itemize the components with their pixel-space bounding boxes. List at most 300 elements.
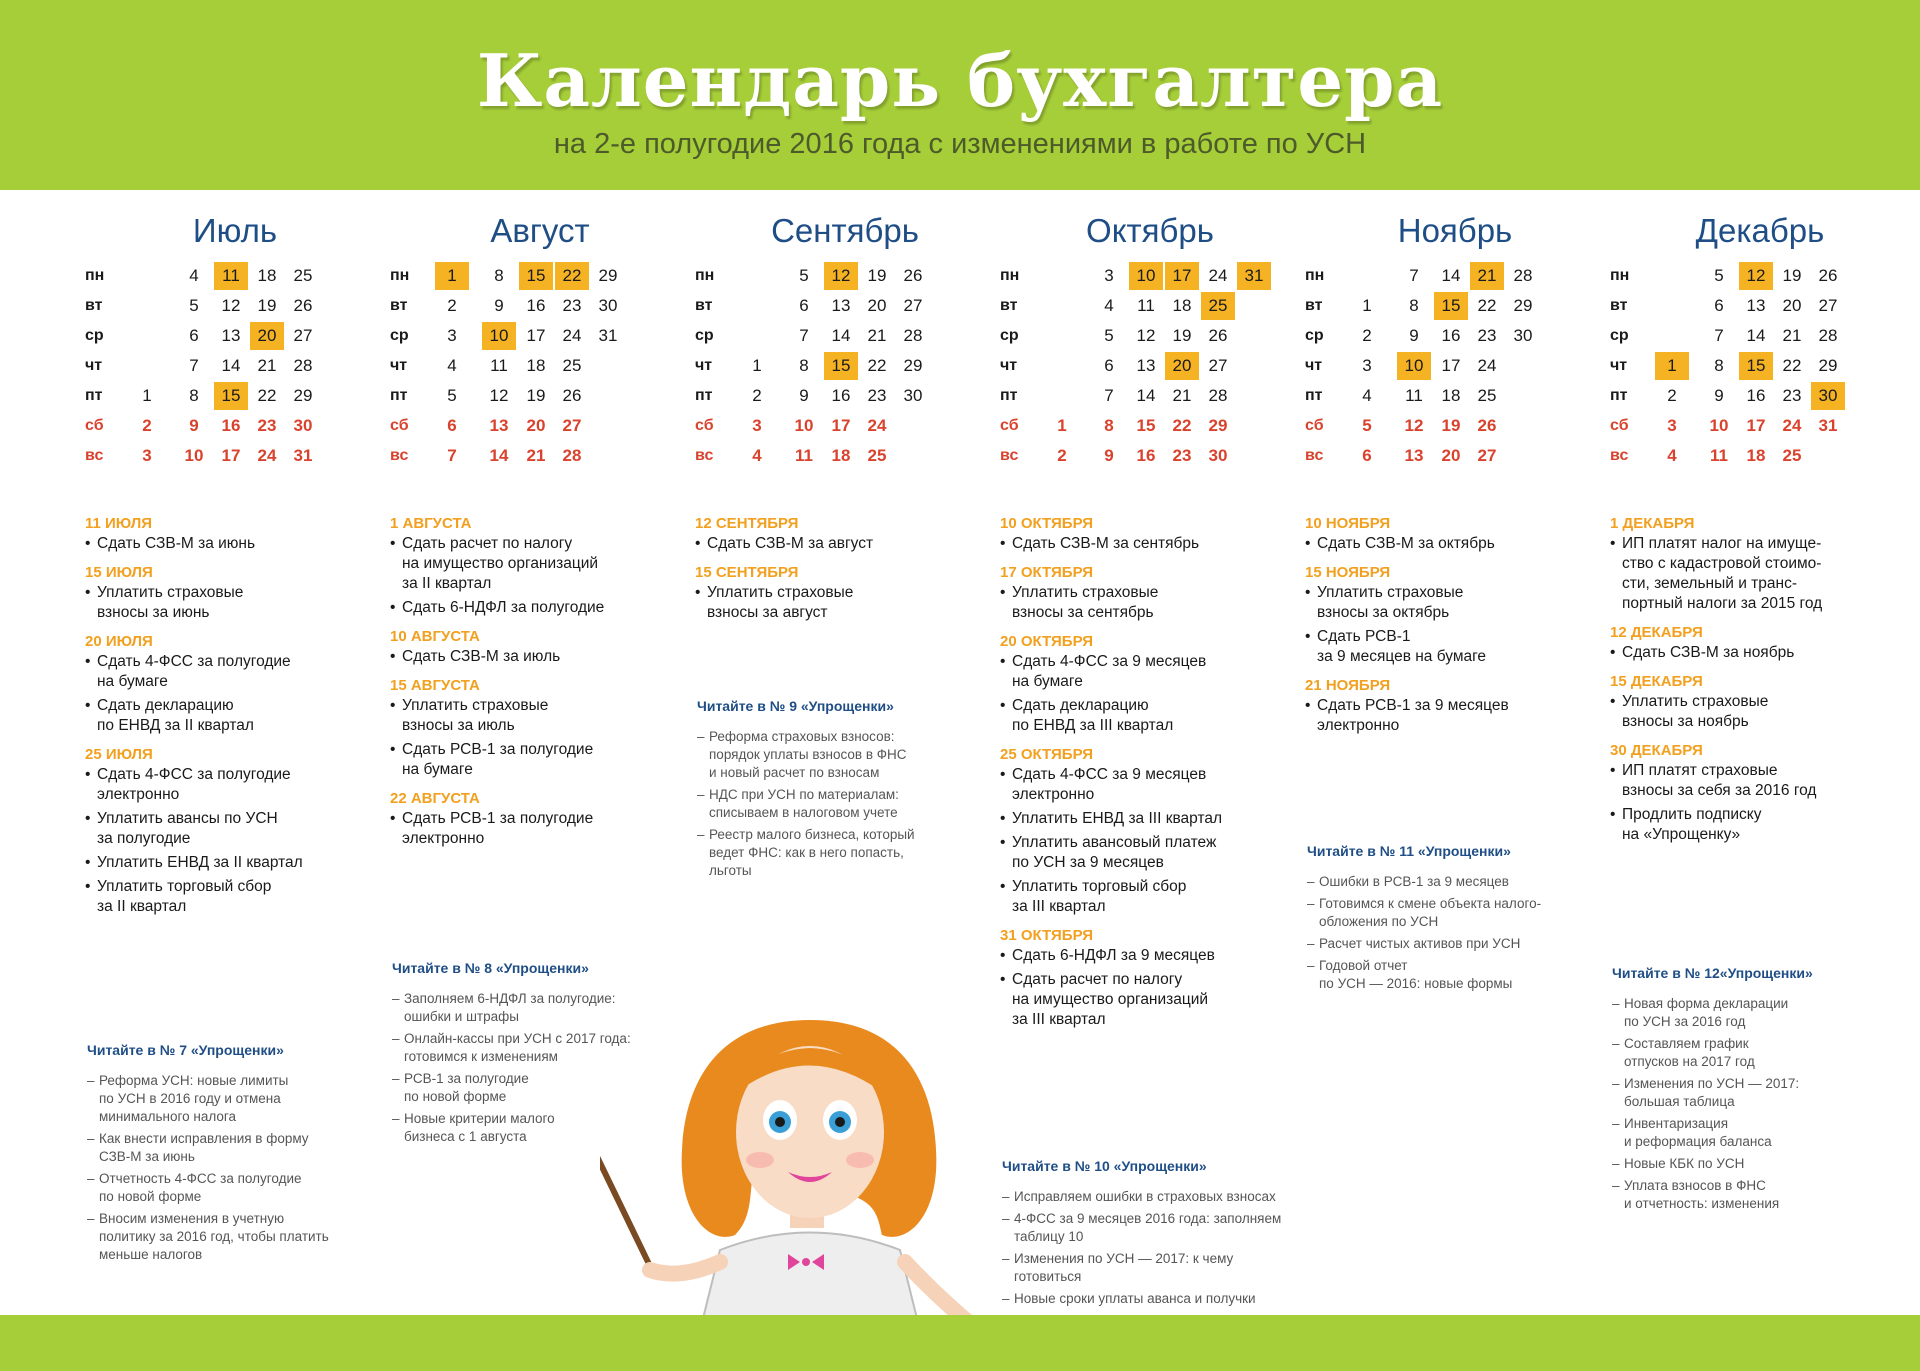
read-block-item: – Готовимся к смене объекта налого- обложения по УСН [1307, 895, 1607, 931]
deadline-date: 12 СЕНТЯБРЯ [695, 515, 799, 532]
deadline-date: 31 ОКТЯБРЯ [1000, 927, 1093, 944]
read-block-item: – Уплата взносов в ФНС и отчетность: изменения [1612, 1177, 1912, 1213]
read-block-item: – Реестр малого бизнеса, который ведет ФНС: как в него попасть, льготы [697, 826, 997, 880]
calendar-day: 29 [293, 386, 313, 405]
calendar-day: 29 [1513, 296, 1533, 315]
calendar-day: 20 [867, 296, 887, 315]
read-block-list [1002, 1188, 1302, 1308]
calendar-day: 9 [1104, 446, 1114, 465]
calendar-day: 30 [293, 416, 313, 435]
calendar-day: 7 [1104, 386, 1114, 405]
calendar-day: 2 [142, 416, 152, 435]
calendar-day: 30 [903, 386, 923, 405]
day-label: пт [1610, 387, 1628, 404]
read-block-title: Читайте в № 7 «Упрощенки» [87, 1042, 284, 1058]
calendar-day: 23 [257, 416, 277, 435]
day-label: пт [85, 387, 103, 404]
deadline-task: • Сдать СЗВ-М за июнь [85, 534, 385, 554]
read-block-item: – Составляем график отпусков на 2017 год [1612, 1035, 1912, 1071]
deadline-date: 15 ИЮЛЯ [85, 564, 153, 581]
calendar-day: 19 [257, 296, 277, 315]
calendar-row [695, 442, 995, 472]
deadline-tasks [1000, 652, 1300, 736]
day-label: вс [85, 447, 104, 464]
calendar-day: 20 [1782, 296, 1802, 315]
calendar-day: 23 [1477, 326, 1497, 345]
calendar-day: 5 [447, 386, 457, 405]
deadline-tasks [85, 652, 385, 736]
calendar-day: 21 [1782, 326, 1802, 345]
calendar-day: 28 [293, 356, 313, 375]
month-name: Июль [192, 212, 278, 249]
read-block-item: – Новая форма декларации по УСН за 2016 год [1612, 995, 1912, 1031]
calendar-day: 19 [1782, 266, 1802, 285]
calendar-day: 7 [1409, 266, 1419, 285]
deadline-tasks [1305, 696, 1605, 736]
calendar-row [1000, 292, 1300, 322]
calendar-day: 25 [1477, 386, 1497, 405]
pointer-stick [600, 1080, 648, 1262]
calendar-day: 24 [867, 416, 887, 435]
deadline-tasks [1610, 761, 1910, 845]
calendar-day: 18 [1441, 386, 1461, 405]
calendar-day: 14 [221, 356, 241, 375]
calendar-day: 27 [1208, 356, 1228, 375]
day-label: вс [390, 447, 409, 464]
calendar-day: 27 [1818, 296, 1838, 315]
page-subtitle: на 2-е полугодие 2016 года с изменениями в работе по УСН [553, 128, 1367, 160]
calendar-day: 6 [1362, 446, 1372, 465]
calendar-row [390, 322, 690, 352]
day-label: сб [1305, 417, 1324, 434]
calendar-day: 2 [447, 296, 457, 315]
day-label: вс [695, 447, 714, 464]
calendar-day: 25 [1782, 446, 1802, 465]
calendar-day: 22 [867, 356, 887, 375]
calendar-row [1000, 322, 1300, 352]
read-block-title: Читайте в № 12«Упрощенки» [1612, 965, 1813, 981]
calendar-day: 14 [1136, 386, 1156, 405]
calendar-day: 10 [1709, 416, 1729, 435]
deadline-tasks [390, 534, 690, 618]
deadline-date: 10 НОЯБРЯ [1305, 515, 1391, 532]
calendar-row [1305, 412, 1605, 442]
day-label: чт [1610, 357, 1628, 374]
calendar-row [390, 352, 690, 382]
deadline-tasks [85, 534, 385, 554]
calendar-day: 17 [1746, 416, 1766, 435]
day-label: пн [85, 267, 105, 284]
calendar-row [85, 352, 385, 382]
deadline-task: • Сдать 6-НДФЛ за 9 месяцев [1000, 946, 1300, 966]
read-block-title: Читайте в № 10 «Упрощенки» [1002, 1158, 1207, 1174]
deadline-tasks [1000, 946, 1300, 1030]
read-block-item: – 4-ФСС за 9 месяцев 2016 года: заполняем таблицу 10 [1002, 1210, 1302, 1246]
calendar-day: 3 [142, 446, 152, 465]
deadline-tasks [390, 647, 690, 667]
read-block-list [87, 1072, 387, 1264]
calendar-day: 6 [189, 326, 199, 345]
day-label: вт [1305, 297, 1323, 314]
calendar-day: 23 [1782, 386, 1802, 405]
calendar-day: 25 [867, 446, 887, 465]
deadline-day: 17 [1165, 262, 1199, 290]
calendar-day: 14 [489, 446, 509, 465]
deadline-date: 25 ОКТЯБРЯ [1000, 746, 1093, 763]
calendar-day: 24 [1208, 266, 1228, 285]
calendar-day: 20 [1441, 446, 1461, 465]
calendar-day: 16 [1136, 446, 1156, 465]
day-label: пн [695, 267, 715, 284]
day-label: ср [85, 327, 104, 344]
day-label: сб [695, 417, 714, 434]
calendar-day: 19 [526, 386, 546, 405]
calendar-day: 21 [257, 356, 277, 375]
deadline-task: • Уплатить страховые взносы за август [695, 583, 995, 623]
read-block-list [697, 728, 997, 880]
month-name: Декабрь [1695, 212, 1825, 249]
calendar-day: 17 [831, 416, 851, 435]
deadline-day: 10 [482, 322, 516, 350]
calendar-day: 30 [1513, 326, 1533, 345]
calendar-day: 4 [1667, 446, 1677, 465]
read-block-title: Читайте в № 11 «Упрощенки» [1307, 843, 1511, 859]
deadline-list [1610, 505, 1910, 853]
deadline-day: 22 [555, 262, 589, 290]
calendar-day: 24 [257, 446, 277, 465]
calendar-day: 31 [293, 446, 313, 465]
deadline-list [1305, 505, 1605, 744]
calendar-day: 24 [1782, 416, 1802, 435]
day-label: чт [1000, 357, 1018, 374]
calendar-day: 22 [257, 386, 277, 405]
calendar-row [85, 292, 385, 322]
calendar-row [85, 262, 385, 292]
deadline-tasks [1610, 643, 1910, 663]
calendar-day: 8 [494, 266, 504, 285]
calendar-day: 27 [562, 416, 582, 435]
deadline-task: • Сдать 4-ФСС за 9 месяцев на бумаге [1000, 652, 1300, 692]
calendar-day: 19 [867, 266, 887, 285]
calendar-day: 2 [1362, 326, 1372, 345]
calendar-day: 14 [831, 326, 851, 345]
read-block-item: – Расчет чистых активов при УСН [1307, 935, 1607, 953]
calendar-day: 12 [1404, 416, 1424, 435]
deadline-task: • Сдать РСВ-1 за 9 месяцев электронно [1305, 696, 1605, 736]
deadline-day: 15 [824, 352, 858, 380]
calendar-day: 4 [447, 356, 457, 375]
deadline-task: • Уплатить страховые взносы за сентябрь [1000, 583, 1300, 623]
deadline-list [695, 505, 995, 631]
deadline-task: • Уплатить страховые взносы за октябрь [1305, 583, 1605, 623]
day-label: ср [1610, 327, 1629, 344]
month-name: Август [490, 212, 590, 249]
deadline-tasks [695, 583, 995, 623]
calendar-row [390, 382, 690, 412]
deadline-task: • Сдать СЗВ-М за октябрь [1305, 534, 1605, 554]
read-block-item: – Годовой отчет по УСН — 2016: новые формы [1307, 957, 1607, 993]
deadline-date: 15 СЕНТЯБРЯ [695, 564, 799, 581]
deadline-task: • Уплатить ЕНВД за III квартал [1000, 809, 1300, 829]
deadline-tasks [85, 583, 385, 623]
day-label: сб [390, 417, 409, 434]
calendar-row [1610, 262, 1910, 292]
calendar-day: 25 [293, 266, 313, 285]
calendar-day: 16 [1441, 326, 1461, 345]
deadline-date: 15 ДЕКАБРЯ [1610, 673, 1703, 690]
read-block [697, 698, 997, 884]
calendar-row [1000, 442, 1300, 472]
calendar-row [695, 262, 995, 292]
calendar-day: 1 [1362, 296, 1372, 315]
calendar-day: 8 [799, 356, 809, 375]
read-block-item: – Вносим изменения в учетную политику за 2016 год, чтобы платить меньше налогов [87, 1210, 387, 1264]
deadline-tasks [1000, 583, 1300, 623]
calendar-day: 26 [562, 386, 582, 405]
calendar-row [1610, 412, 1910, 442]
deadline-day: 15 [519, 262, 553, 290]
calendar-day: 5 [799, 266, 809, 285]
calendar-row [1305, 442, 1605, 472]
deadline-tasks [695, 534, 995, 554]
deadline-task: • ИП платят страховые взносы за себя за 2016 год [1610, 761, 1910, 801]
read-block-item: – Онлайн-кассы при УСН с 2017 года: готовимся к изменениям [392, 1030, 692, 1066]
read-block [1612, 965, 1912, 1217]
calendar-day: 1 [1057, 416, 1067, 435]
calendar-day: 30 [598, 296, 618, 315]
calendar-day: 13 [1746, 296, 1766, 315]
deadline-task: • Уплатить ЕНВД за II квартал [85, 853, 385, 873]
calendar-day: 16 [831, 386, 851, 405]
calendar-day: 11 [1137, 296, 1155, 315]
calendar-row [1610, 292, 1910, 322]
calendar-day: 18 [1172, 296, 1192, 315]
calendar-day: 20 [526, 416, 546, 435]
calendar-day: 1 [142, 386, 152, 405]
calendar-day: 28 [1513, 266, 1533, 285]
read-block [1307, 843, 1607, 997]
deadline-task: • Сдать 4-ФСС за 9 месяцев электронно [1000, 765, 1300, 805]
calendar-day: 3 [1104, 266, 1114, 285]
deadline-tasks [1000, 765, 1300, 917]
calendar-day: 3 [447, 326, 457, 345]
calendar-day: 27 [903, 296, 923, 315]
month-name: Октябрь [1086, 212, 1214, 249]
deadline-day: 31 [1237, 262, 1271, 290]
day-label: сб [1610, 417, 1629, 434]
read-block-item: – Отчетность 4-ФСС за полугодие по новой форме [87, 1170, 387, 1206]
arm-left [650, 1262, 720, 1274]
page-title: Календарь бухгалтера [476, 38, 1444, 123]
day-label: чт [1305, 357, 1323, 374]
calendar-row [1610, 442, 1910, 472]
deadline-list [1000, 505, 1300, 1038]
calendar-day: 26 [1208, 326, 1228, 345]
calendar-row [695, 382, 995, 412]
day-label: вс [1000, 447, 1019, 464]
deadline-day: 15 [1739, 352, 1773, 380]
day-label: ср [695, 327, 714, 344]
calendar-row [1305, 382, 1605, 412]
deadline-task: • Уплатить авансы по УСН за полугодие [85, 809, 385, 849]
read-block-item: – Реформа УСН: новые лимиты по УСН в 2016 году и отмена минимального налога [87, 1072, 387, 1126]
deadline-date: 17 ОКТЯБРЯ [1000, 564, 1093, 581]
deadline-task: • Сдать СЗВ-М за июль [390, 647, 690, 667]
calendar-day: 5 [1362, 416, 1372, 435]
deadline-task: • Продлить подписку на «Упрощенку» [1610, 805, 1910, 845]
calendar-day: 13 [221, 326, 241, 345]
calendar-day: 4 [1362, 386, 1372, 405]
calendar-day: 26 [1818, 266, 1838, 285]
deadline-task: • Уплатить торговый сбор за II квартал [85, 877, 385, 917]
deadline-date: 10 ОКТЯБРЯ [1000, 515, 1093, 532]
calendar-day: 29 [598, 266, 618, 285]
deadline-task: • Сдать РСВ-1 за 9 месяцев на бумаге [1305, 627, 1605, 667]
day-label: вт [85, 297, 103, 314]
calendar-row [1000, 352, 1300, 382]
day-label: вс [1610, 447, 1629, 464]
deadline-day: 1 [1655, 352, 1689, 380]
calendar-day: 31 [1818, 416, 1838, 435]
calendar-day: 21 [1172, 386, 1192, 405]
calendar-day: 12 [221, 296, 241, 315]
calendar-day: 18 [257, 266, 277, 285]
deadline-tasks [390, 809, 690, 849]
calendar-day: 13 [1136, 356, 1156, 375]
calendar-day: 30 [1208, 446, 1228, 465]
calendar-day: 12 [1136, 326, 1156, 345]
day-label: чт [695, 357, 713, 374]
calendar-row [1000, 412, 1300, 442]
day-label: пт [390, 387, 408, 404]
calendar-day: 19 [1441, 416, 1461, 435]
deadline-date: 1 АВГУСТА [390, 515, 472, 532]
deadline-day: 10 [1397, 352, 1431, 380]
deadline-tasks [1305, 583, 1605, 667]
calendar-day: 9 [799, 386, 809, 405]
calendar-day: 4 [189, 266, 199, 285]
deadline-date: 20 ОКТЯБРЯ [1000, 633, 1093, 650]
calendar-day: 18 [1746, 446, 1766, 465]
calendar-day: 8 [1104, 416, 1114, 435]
calendar-row [695, 292, 995, 322]
calendar-day: 7 [1714, 326, 1724, 345]
calendar-day: 2 [1667, 386, 1677, 405]
day-label: чт [85, 357, 103, 374]
deadline-task: • Уплатить торговый сбор за III квартал [1000, 877, 1300, 917]
calendar-day: 25 [562, 356, 582, 375]
deadline-task: • Сдать РСВ-1 за полугодие электронно [390, 809, 690, 849]
calendar-day: 27 [1477, 446, 1497, 465]
read-block-item: – Новые КБК по УСН [1612, 1155, 1912, 1173]
day-label: ср [390, 327, 409, 344]
read-block-item: – Изменения по УСН — 2017: к чему готовиться [1002, 1250, 1302, 1286]
calendar-day: 26 [1477, 416, 1497, 435]
calendar-day: 9 [1714, 386, 1724, 405]
footer-banner [0, 1315, 1920, 1371]
read-block-title: Читайте в № 8 «Упрощенки» [392, 960, 589, 976]
deadline-tasks [85, 765, 385, 917]
day-label: пт [1305, 387, 1323, 404]
deadline-tasks [1305, 534, 1605, 554]
read-block-item: – Изменения по УСН — 2017: большая таблица [1612, 1075, 1912, 1111]
calendar-day: 6 [1104, 356, 1114, 375]
calendar-day: 4 [752, 446, 762, 465]
calendar-row [1305, 292, 1605, 322]
calendar-day: 3 [752, 416, 762, 435]
read-block-list [1307, 873, 1607, 993]
calendar-day: 12 [489, 386, 509, 405]
calendar-day: 11 [1710, 446, 1728, 465]
calendar-day: 13 [831, 296, 851, 315]
read-block-item: – РСВ-1 за полугодие по новой форме [392, 1070, 692, 1106]
deadline-task: • Сдать 4-ФСС за полугодие электронно [85, 765, 385, 805]
deadline-day: 25 [1201, 292, 1235, 320]
calendar-day: 5 [189, 296, 199, 315]
calendar-day: 5 [1714, 266, 1724, 285]
read-block-item: – Инвентаризация и реформация баланса [1612, 1115, 1912, 1151]
day-label: вт [1000, 297, 1018, 314]
day-label: вт [1610, 297, 1628, 314]
calendar-day: 8 [189, 386, 199, 405]
read-block [87, 1042, 387, 1268]
deadline-day: 11 [214, 262, 248, 290]
calendar-row [1305, 322, 1605, 352]
calendar-day: 9 [494, 296, 504, 315]
read-block-item: – Ошибки в РСВ-1 за 9 месяцев [1307, 873, 1607, 891]
deadline-task: • Уплатить страховые взносы за июнь [85, 583, 385, 623]
deadline-day: 20 [1165, 352, 1199, 380]
calendar-row [695, 352, 995, 382]
calendar-day: 22 [1172, 416, 1192, 435]
deadline-day: 10 [1129, 262, 1163, 290]
calendar-day: 18 [831, 446, 851, 465]
calendar-row [85, 322, 385, 352]
deadline-tasks [1610, 692, 1910, 732]
calendar-day: 28 [1208, 386, 1228, 405]
deadline-day: 15 [214, 382, 248, 410]
month-name: Сентябрь [771, 212, 919, 249]
calendar-day: 13 [489, 416, 509, 435]
calendar-day: 31 [598, 326, 618, 345]
day-label: пн [1610, 267, 1630, 284]
calendar-row [1305, 352, 1605, 382]
deadline-task: • Уплатить авансовый платеж по УСН за 9 месяцев [1000, 833, 1300, 873]
calendar-day: 10 [794, 416, 814, 435]
calendar-day: 21 [867, 326, 887, 345]
calendar-row [1305, 262, 1605, 292]
day-label: сб [1000, 417, 1019, 434]
deadline-task: • Сдать СЗВ-М за ноябрь [1610, 643, 1910, 663]
deadline-task: • Уплатить страховые взносы за июль [390, 696, 690, 736]
day-label: ср [1305, 327, 1324, 344]
read-block-item: – Исправляем ошибки в страховых взносах [1002, 1188, 1302, 1206]
deadline-day: 30 [1811, 382, 1845, 410]
day-label: пн [1305, 267, 1325, 284]
deadline-date: 22 АВГУСТА [390, 790, 480, 807]
deadline-task: • Сдать расчет по налогу на имущество организаций за III квартал [1000, 970, 1300, 1030]
deadline-task: • Сдать декларацию по ЕНВД за II квартал [85, 696, 385, 736]
calendar-row [1610, 322, 1910, 352]
day-label: ср [1000, 327, 1019, 344]
deadline-day: 12 [824, 262, 858, 290]
calendar-day: 17 [526, 326, 546, 345]
calendar-day: 2 [752, 386, 762, 405]
day-label: пн [390, 267, 410, 284]
deadline-day: 15 [1434, 292, 1468, 320]
calendar-day: 27 [293, 326, 313, 345]
calendar-day: 14 [1746, 326, 1766, 345]
